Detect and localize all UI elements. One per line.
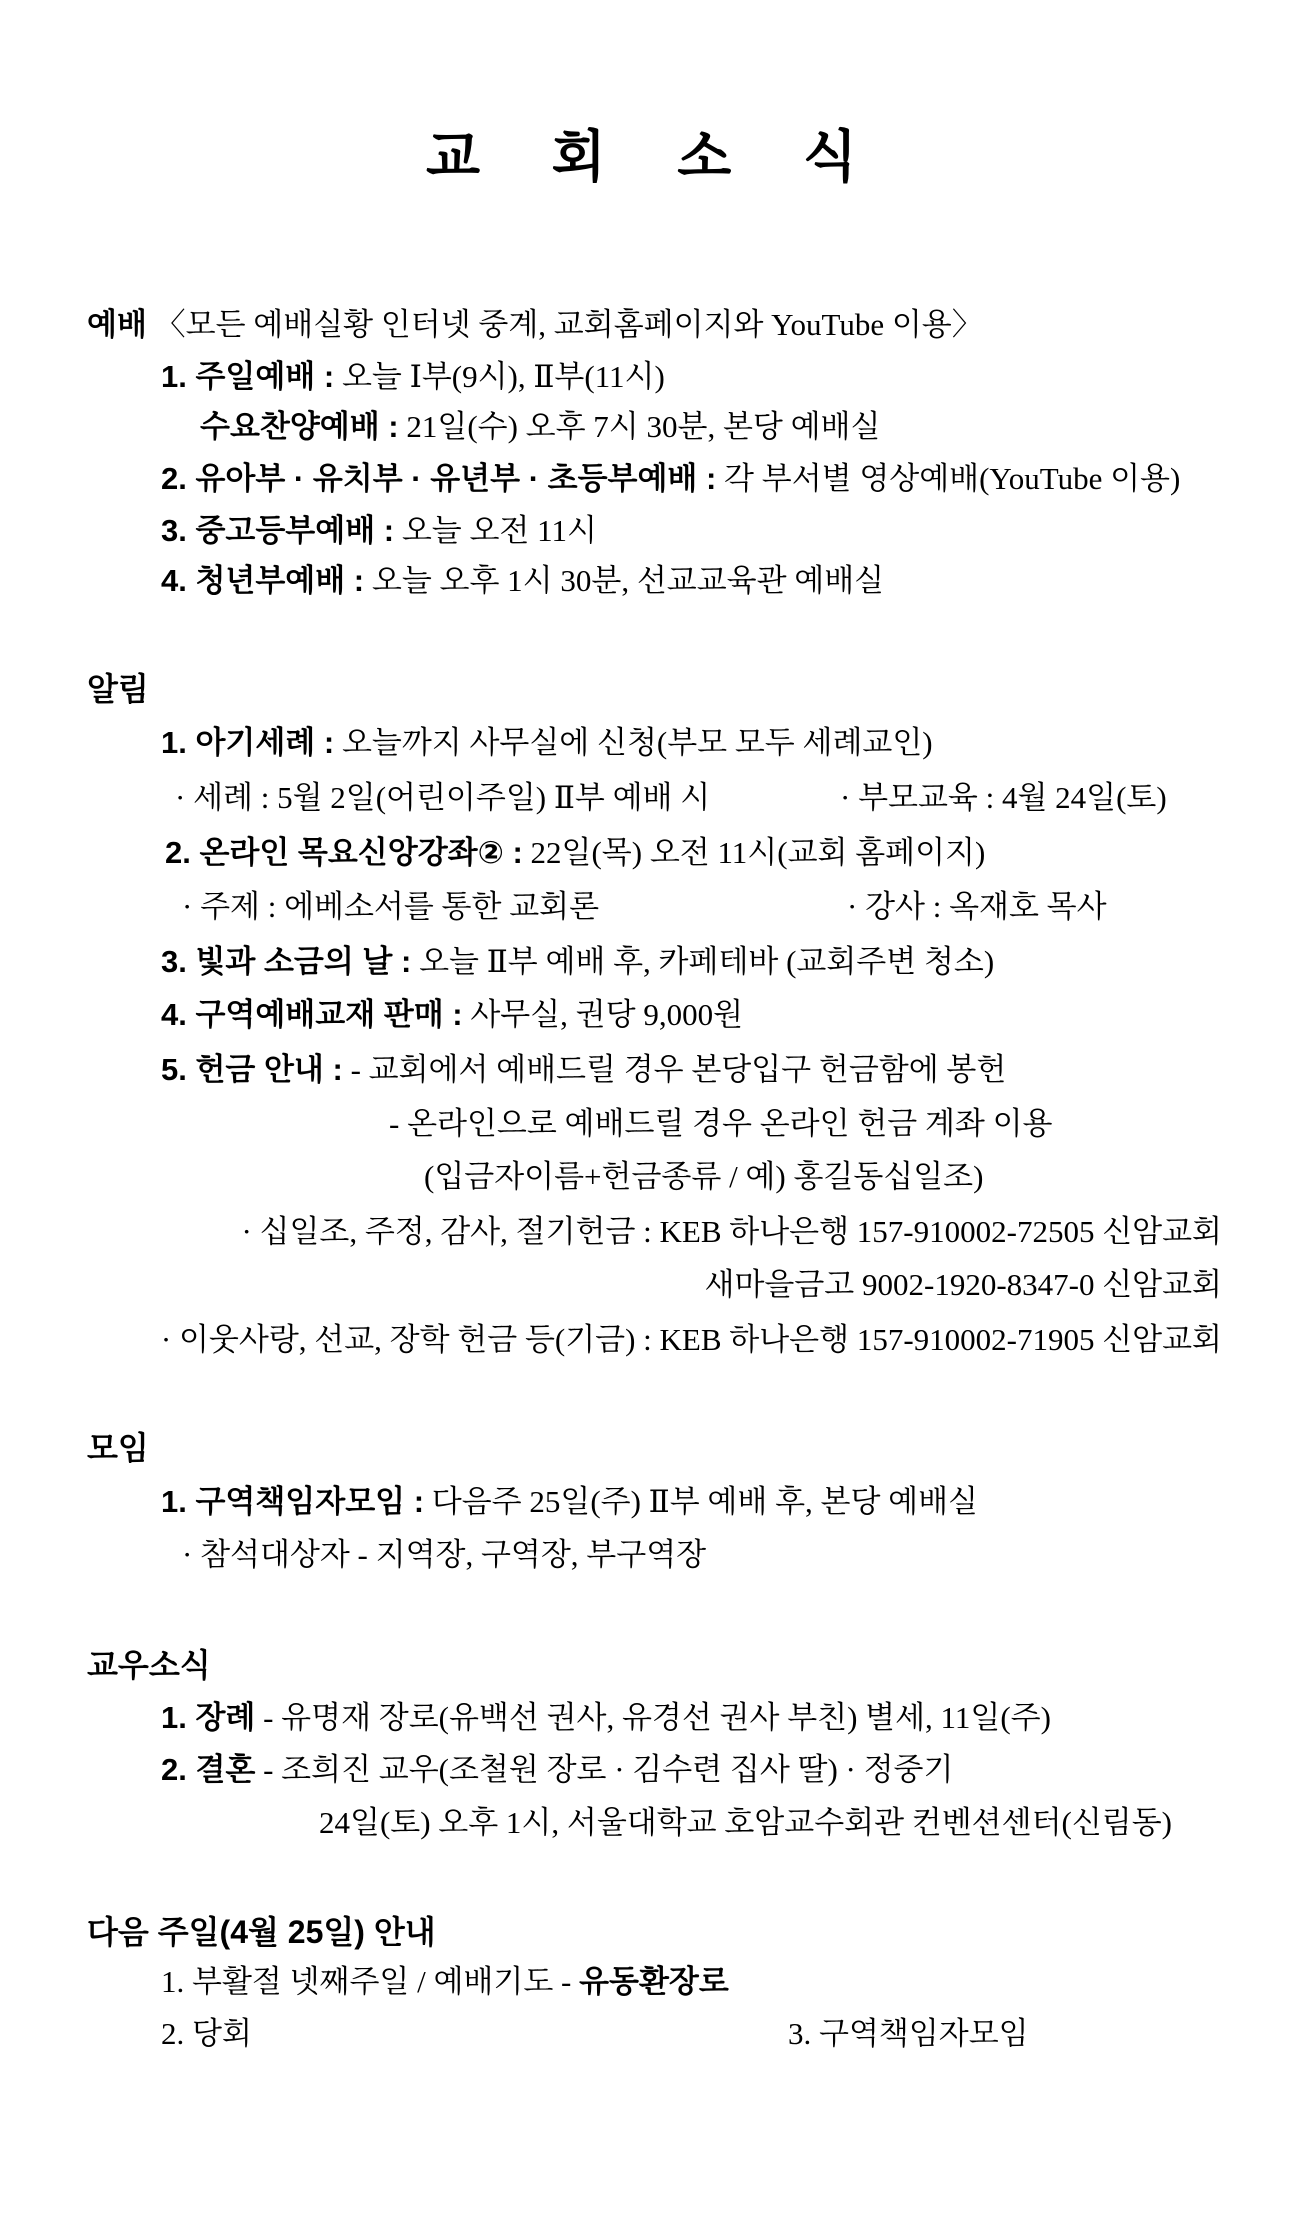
item-label: 3. 빛과 소금의 날 : [161,944,412,979]
account-line: 새마을금고 9002-1920-8347-0 신암교회 [704,1267,1222,1302]
list-item [161,942,994,982]
item-label: 4. 청년부예배 : [161,563,365,598]
list-item: 3. 구역책임자모임 [788,2016,1029,2051]
section-heading: 다음 주일(4월 25일) 안내 [87,1914,436,1950]
list-item [161,1750,953,1790]
sub-item: · 세례 : 5월 2일(어린이주일) Ⅱ부 예배 시 [175,780,711,815]
list-item [161,723,933,763]
section-heading: 예배 [87,307,147,342]
item-label: 3. 중고등부예배 : [161,513,395,548]
sub-item: · 주제 : 에베소서를 통한 교회론 [182,889,600,924]
offering-format-line: (입금자이름+헌금종류 / 예) 홍길동십일조) [424,1159,984,1194]
item-text: - 유명재 장로(유백선 권사, 유경선 권사 부친) 별세, 11일(주) [255,1700,1051,1735]
item-label: 1. 구역책임자모임 : [161,1484,425,1519]
worship-section-header [87,305,983,345]
list-item [161,1962,729,2002]
item-text: 각 부서별 영상예배(YouTube 이용) [716,461,1181,496]
item-text: 오늘 오전 11시 [394,513,597,548]
item-label: 1. 부활절 넷째주일 / 예배기도 - [161,1964,580,1999]
list-item: 2. 당회 [161,2016,252,2051]
list-item [165,833,985,873]
list-item [161,357,665,397]
list-item [161,1050,1006,1090]
item-text: 22일(목) 오전 11시(교회 홈페이지) [522,835,986,870]
section-note: 〈모든 예배실황 인터넷 중계, 교회홈페이지와 YouTube 이용〉 [154,307,983,342]
item-label: 1. 아기세례 : [161,725,335,760]
item-text: 오늘 Ⅰ부(9시), Ⅱ부(11시) [334,359,665,394]
item-label: 1. 장례 [161,1700,256,1735]
item-text: 사무실, 권당 9,000원 [462,997,744,1032]
item-label: 1. 주일예배 : [161,359,335,394]
wedding-details: 24일(토) 오후 1시, 서울대학교 호암교수회관 컨벤션센터(신림동) [319,1805,1172,1840]
item-label: 2. 결혼 [161,1752,256,1787]
item-label: 5. 헌금 안내 : [161,1052,343,1087]
item-text: - 조희진 교우(조철원 장로 · 김수련 집사 딸) · 정중기 [255,1752,954,1787]
sub-item: · 강사 : 옥재호 목사 [847,889,1107,924]
account-line: · 이웃사랑, 선교, 장학 헌금 등(기금) : KEB 하나은행 157-910002-71905 신암교회 [160,1322,1222,1357]
item-label: 수요찬양예배 : [200,409,399,444]
item-text: - 교회에서 예배드릴 경우 본당입구 헌금함에 봉헌 [342,1052,1007,1087]
section-heading: 모임 [87,1430,149,1466]
prayer-leader: 유동환장로 [579,1964,729,1999]
offering-online-line: - 온라인으로 예배드릴 경우 온라인 헌금 계좌 이용 [389,1106,1053,1141]
list-item [161,459,1180,499]
page-title: 교 회 소 식 [425,125,886,188]
account-line: · 십일조, 주정, 감사, 절기헌금 : KEB 하나은행 157-910002-72505 신암교회 [241,1214,1222,1249]
list-item [161,1482,978,1522]
sub-item: · 참석대상자 - 지역장, 구역장, 부구역장 [182,1537,707,1572]
list-item [161,1698,1051,1738]
list-item [161,511,597,551]
list-item [200,407,880,447]
item-label: 2. 유아부 · 유치부 · 유년부 · 초등부예배 : [161,461,717,496]
item-label: 2. 온라인 목요신앙강좌② : [165,835,523,870]
item-label: 4. 구역예배교재 판매 : [161,997,463,1032]
item-text: 21일(수) 오후 7시 30분, 본당 예배실 [398,409,881,444]
section-heading: 알림 [87,671,149,707]
list-item [161,995,743,1035]
item-text: 오늘 Ⅱ부 예배 후, 카페테바 (교회주변 청소) [411,944,995,979]
item-text: 다음주 25일(주) Ⅱ부 예배 후, 본당 예배실 [424,1484,978,1519]
list-item [161,561,884,601]
item-text: 오늘까지 사무실에 신청(부모 모두 세례교인) [334,725,933,760]
item-text: 오늘 오후 1시 30분, 선교교육관 예배실 [364,563,885,598]
section-heading: 교우소식 [87,1647,211,1683]
sub-item: · 부모교육 : 4월 24일(토) [840,780,1167,815]
